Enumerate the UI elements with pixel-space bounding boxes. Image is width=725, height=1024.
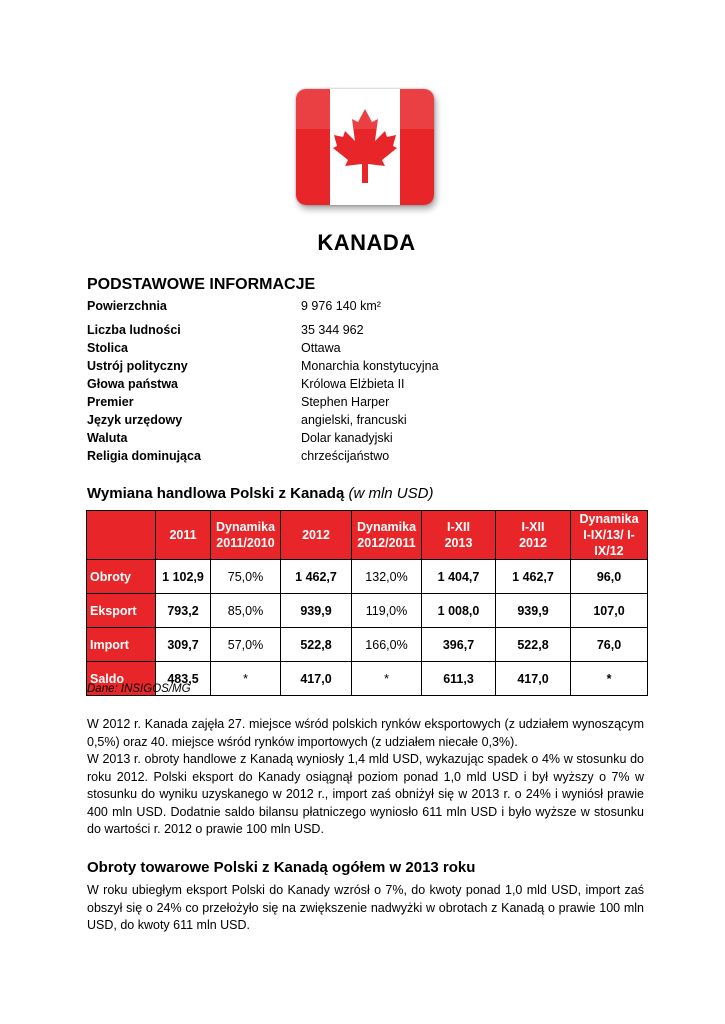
header-cell: Dynamika 2012/2011 <box>352 511 422 560</box>
table-cell: 76,0 <box>571 628 648 662</box>
info-value: angielski, francuski <box>301 413 407 427</box>
info-label: Waluta <box>87 431 128 445</box>
header-cell: Dynamika I-IX/13/ I-IX/12 <box>571 511 648 560</box>
header-cell: I-XII 2012 <box>496 511 571 560</box>
table-cell: 522,8 <box>496 628 571 662</box>
header-cell: Dynamika 2011/2010 <box>211 511 281 560</box>
info-label: Język urzędowy <box>87 413 183 427</box>
header-cell: I-XII 2013 <box>422 511 496 560</box>
info-label: Powierzchnia <box>87 299 167 313</box>
paragraph-ranking: W 2012 r. Kanada zajęła 27. miejsce wśród polskich rynków eksportowych (z udziałem wynoszącym 0,5%) oraz 40. miejsce wśród rynków importowych (z udziałem niecałe 0,3%). <box>87 717 644 749</box>
info-label: Głowa państwa <box>87 377 178 391</box>
info-value: chrześcijaństwo <box>301 449 390 463</box>
info-label: Religia dominująca <box>87 449 201 463</box>
info-value: Monarchia konstytucyjna <box>301 359 439 373</box>
info-value: Ottawa <box>301 341 341 355</box>
row-label: Eksport <box>87 594 156 628</box>
paragraph-turnover: W roku ubiegłym eksport Polski do Kanady wzrósł o 7%, do kwoty ponad 1,0 mld USD, import zaś obszył się o 24% co przełożyło się na zwiększenie nadwyżki w obrotach z Kanadą o prawie 100 mln USD, do kwoty 611 mln USD. <box>87 883 644 932</box>
table-cell: 85,0% <box>211 594 281 628</box>
table-source: Dane: INSIGOS/MG <box>87 683 191 695</box>
info-label: Stolica <box>87 341 128 355</box>
table-cell: 1 462,7 <box>496 560 571 594</box>
table-cell: 1 102,9 <box>156 560 211 594</box>
basic-info-heading: PODSTAWOWE INFORMACJE <box>87 276 316 293</box>
table-cell: 1 404,7 <box>422 560 496 594</box>
trade-heading-unit: (w mln USD) <box>348 485 434 502</box>
table-cell: * <box>571 662 648 696</box>
canada-flag <box>296 89 434 205</box>
table-cell: 132,0% <box>352 560 422 594</box>
table-cell: 107,0 <box>571 594 648 628</box>
table-cell: 166,0% <box>352 628 422 662</box>
table-cell: 939,9 <box>496 594 571 628</box>
info-label: Premier <box>87 395 134 409</box>
info-label: Liczba ludności <box>87 323 181 337</box>
table-row <box>87 560 648 594</box>
page-title: KANADA <box>317 230 416 255</box>
table-header-row <box>87 511 648 560</box>
table-cell: 611,3 <box>422 662 496 696</box>
table-cell: 939,9 <box>281 594 352 628</box>
table-cell: 119,0% <box>352 594 422 628</box>
table-cell: 417,0 <box>281 662 352 696</box>
header-cell: 2011 <box>156 511 211 560</box>
canada-flag-graphic <box>296 89 434 205</box>
table-cell: 522,8 <box>281 628 352 662</box>
row-label: Import <box>87 628 156 662</box>
table-cell: 1 462,7 <box>281 560 352 594</box>
table-cell: 75,0% <box>211 560 281 594</box>
table-row <box>87 628 648 662</box>
info-value: Królowa Elżbieta II <box>301 377 405 391</box>
header-empty <box>87 511 156 560</box>
info-value: 35 344 962 <box>301 323 364 337</box>
row-label: Saldo <box>87 662 156 696</box>
table-cell: 96,0 <box>571 560 648 594</box>
header-cell: 2012 <box>281 511 352 560</box>
table-cell: * <box>211 662 281 696</box>
row-label: Obroty <box>87 560 156 594</box>
paragraph-trade-2013: W 2013 r. obroty handlowe z Kanadą wyniosły 1,4 mld USD, wykazując spadek o 4% w stosunku do roku 2012. Polski eksport do Kanady osiągnął poziom ponad 1,0 mld USD i był wyższy o 7% w stosunku do wyniku uzyskanego w 2012 r., import zaś obniżył się w 2013 r. o 24% i wyniósł prawie 400 mln USD. Dodatnie saldo bilansu płatniczego wyniosło 611 mln USD i było wyższe w stosunku do wartości r. 2012 o prawie 100 mln USD. <box>87 752 644 836</box>
table-cell: * <box>352 662 422 696</box>
info-value: Dolar kanadyjski <box>301 431 393 445</box>
info-label: Ustrój polityczny <box>87 359 188 373</box>
info-value: 9 976 140 km² <box>301 299 381 313</box>
table-cell: 57,0% <box>211 628 281 662</box>
trade-table <box>86 510 648 696</box>
trade-heading-text: Wymiana handlowa Polski z Kanadą <box>87 485 345 502</box>
turnover-heading: Obroty towarowe Polski z Kanadą ogółem w 2013 roku <box>87 859 476 876</box>
table-cell: 396,7 <box>422 628 496 662</box>
table-row <box>87 594 648 628</box>
table-cell: 1 008,0 <box>422 594 496 628</box>
table-cell: 483,5 <box>156 662 211 696</box>
table-cell: 309,7 <box>156 628 211 662</box>
trade-heading <box>87 485 433 502</box>
table-cell: 417,0 <box>496 662 571 696</box>
info-value: Stephen Harper <box>301 395 390 409</box>
table-cell: 793,2 <box>156 594 211 628</box>
